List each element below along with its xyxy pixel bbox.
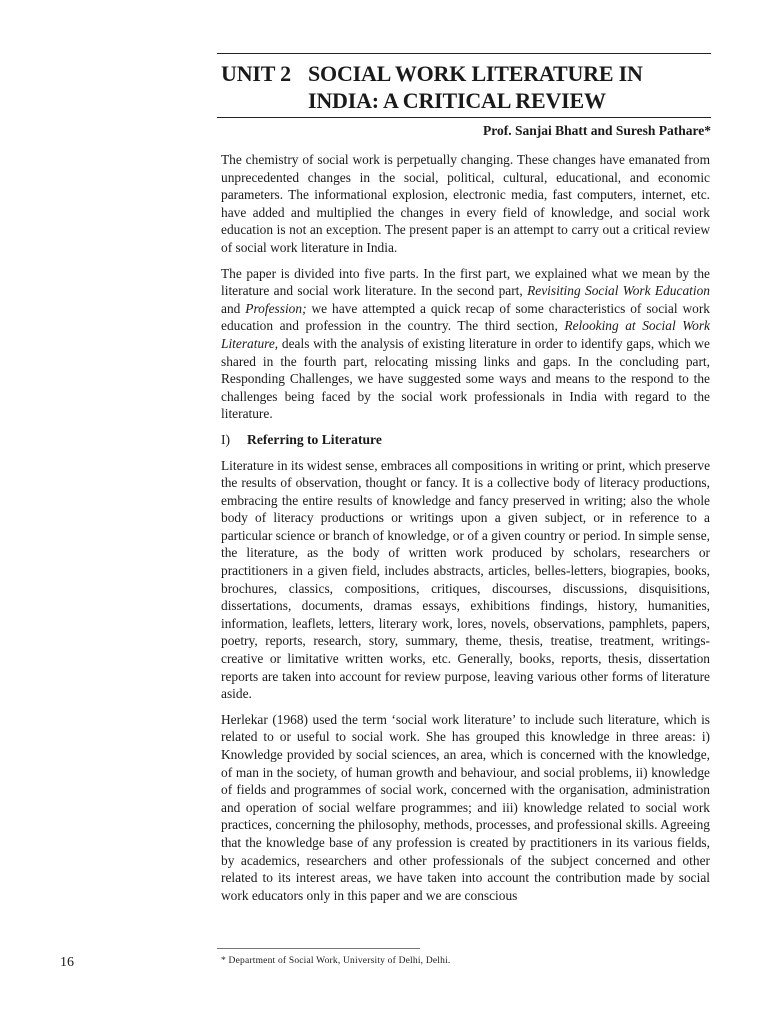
- title-top-rule: [217, 53, 711, 54]
- author-line: Prof. Sanjai Bhatt and Suresh Pathare*: [482, 123, 711, 138]
- body-text: [221, 151, 710, 912]
- title-line-2: INDIA: A CRITICAL REVIEW: [308, 88, 606, 113]
- paragraph-intro: The chemistry of social work is perpetually changing. These changes have emanated from unprecedented changes in the social, political, cultural, educational, and economic parameters. The informational explosion, electronic media, fast computers, internet, etc. have added and multiplied the changes in every field of knowledge, and social work education is not an exception. The present paper is an attempt to carry out a critical review of social work literature in India.: [221, 152, 710, 255]
- title-line-1: SOCIAL WORK LITERATURE IN: [308, 61, 643, 86]
- footnote: * Department of Social Work, University of Delhi, Delhi.: [221, 956, 451, 966]
- title-bottom-rule: [217, 117, 711, 118]
- page-number: 16: [60, 955, 74, 970]
- section-heading: [221, 431, 710, 449]
- footnote-rule: [217, 948, 420, 949]
- paragraph-literature-definition: Literature in its widest sense, embraces all compositions in writing or print, which preserve the results of observation, thought or fancy. It is a collective body of literacy productions, embracing the entire results of knowledge and fancy preserved in writing; also the whole body of literacy productions or writings upon a given subject, or in reference to a particular science or branch of knowledge, or of a given country or period. In simple sense, the literature, as the body of written work produced by scholars, researchers or practitioners in a given field, includes abstracts, articles, belles-letters, biograpies, books, brochures, classics, compositions, critiques, discourses, discussions, disquisitions, dissertations, documents, dramas essays, exhibitions findings, history, humanities, information, leaflets, letters, literary work, lores, novels, observations, pamphlets, papers, poetry, reports, research, story, summary, theme, thesis, treatise, treatment, writings-creative or limitative written works, etc. Generally, books, reports, thesis, dissertation reports are taken into account for review purpose, leaving various other forms of literature aside.: [221, 457, 711, 702]
- unit-label: UNIT 2: [221, 61, 291, 86]
- section-title: Referring to Literature: [247, 431, 382, 447]
- unit-title: [221, 60, 711, 114]
- paragraph-structure: The paper is divided into five parts. In the first part, we explained what we mean by the literature and social work literature. In the second part, Revisiting Social Work Education and Profession; we have attempted a quick recap of some characteristics of social work education and profession in the country. The third section, Relooking at Social Work Literature, deals with the analysis of existing literature in order to identify gaps, which we shared in the fourth part, relocating missing links and gaps. In the concluding part, Responding Challenges, we have suggested some ways and means to the respond to the challenges being faced by the social work professionals in India with regard to the literature.: [221, 265, 710, 422]
- section-number: I): [221, 431, 231, 447]
- paragraph-herlekar: Herlekar (1968) used the term ‘social work literature’ to include such literature, which is related to or useful to social work. She has grouped this knowledge in three areas: i) Knowledge provided by social sciences, an area, which is concerned with the knowledge, of man in the society, of human growth and behaviour, and social problems, ii) knowledge of fields and programmes of social work, concerned with the organisation, administration and operation of social welfare programmes; and iii) knowledge related to social work practices, concerning the philosophy, methods, processes, and professional skills. Agreeing that the knowledge base of any profession is created by practitioners in its various fields, by academics, researchers and other professionals of the subject concerned and other related to its interest areas, we have taken into account the contribution made by social work educators only in this paper and we are conscious: [221, 711, 710, 903]
